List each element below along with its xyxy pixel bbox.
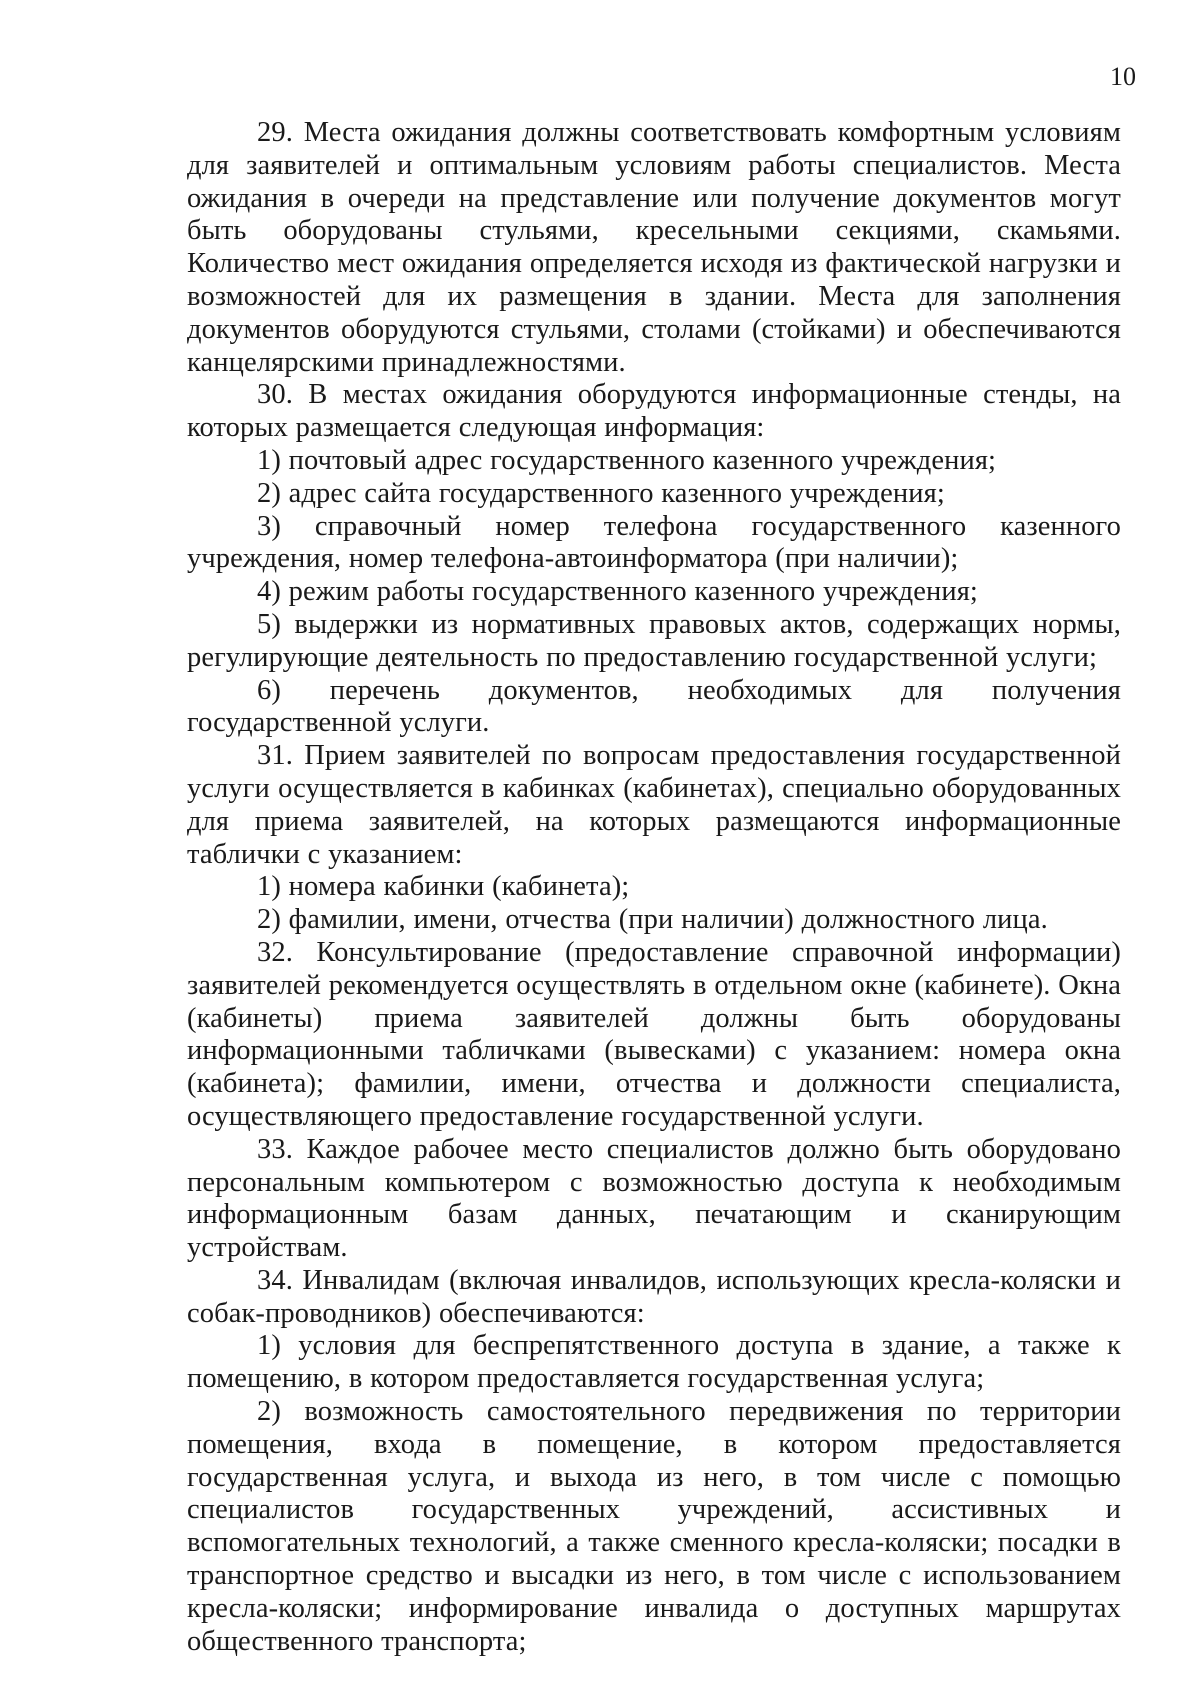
document-body — [187, 117, 1121, 1658]
list-item-30-6: 6) перечень документов, необходимых для получения государственной услуги. — [187, 674, 1121, 739]
paragraph-30: 30. В местах ожидания оборудуются информационные стенды, на которых размещается следующая информация: — [187, 379, 1121, 444]
list-item-34-1: 1) условия для беспрепятственного доступа в здание, а также к помещению, в котором предоставляется государственная услуга; — [187, 1330, 1121, 1395]
page-number: 10 — [1110, 62, 1136, 91]
paragraph-31: 31. Прием заявителей по вопросам предоставления государственной услуги осуществляется в кабинках (кабинетах), специально оборудованных для приема заявителей, на которых размещаются информационные таблички с указанием: — [187, 740, 1121, 870]
list-item-30-5: 5) выдержки из нормативных правовых актов, содержащих нормы, регулирующие деятельность по предоставлению государственной услуги; — [187, 608, 1121, 673]
paragraph-33: 33. Каждое рабочее место специалистов должно быть оборудовано персональным компьютером с возможностью доступа к необходимым информационным базам данных, печатающим и сканирующим устройствам. — [187, 1133, 1121, 1264]
list-item-30-1: 1) почтовый адрес государственного казенного учреждения; — [257, 444, 997, 476]
paragraph-29: 29. Места ожидания должны соответствовать комфортным условиям для заявителей и оптимальным условиям работы специалистов. Места ожидания в очереди на представление или получение документов могут быть оборудованы стульями, кресельными секциями, скамьями. Количество мест ожидания определяется исходя из фактической нагрузки и возможностей для их размещения в здании. Места для заполнения документов оборудуются стульями, столами (стойками) и обеспечиваются канцелярскими принадлежностями. — [187, 117, 1121, 378]
list-item-30-2: 2) адрес сайта государственного казенного учреждения; — [257, 477, 945, 509]
paragraph-34: 34. Инвалидам (включая инвалидов, использующих кресла-коляски и собак-проводников) обеспечиваются: — [187, 1264, 1121, 1329]
list-item-31-2: 2) фамилии, имени, отчества (при наличии) должностного лица. — [257, 904, 1048, 936]
list-item-30-3: 3) справочный номер телефона государственного казенного учреждения, номер телефона-автоинформатора (при наличии); — [187, 510, 1121, 575]
paragraph-32: 32. Консультирование (предоставление справочной информации) заявителей рекомендуется осуществлять в отдельном окне (кабинете). Окна (кабинеты) приема заявителей должны быть оборудованы информационными табличками (вывесками) с указанием: номера окна (кабинета); фамилии, имени, отчества и должности специалиста, осуществляющего предоставление государственной услуги. — [187, 936, 1121, 1132]
list-item-31-1: 1) номера кабинки (кабинета); — [257, 871, 630, 903]
list-item-30-4: 4) режим работы государственного казенного учреждения; — [257, 576, 978, 608]
list-item-34-2: 2) возможность самостоятельного передвижения по территории помещения, входа в помещение, в котором предоставляется государственная услуга, и выхода из него, в том числе с помощью специалистов государственных учреждений, ассистивных и вспомогательных технологий, а также сменного кресла-коляски; посадки в транспортное средство и высадки из него, в том числе с использованием кресла-коляски; информирование инвалида о доступных маршрутах общественного транспорта; — [187, 1396, 1121, 1657]
